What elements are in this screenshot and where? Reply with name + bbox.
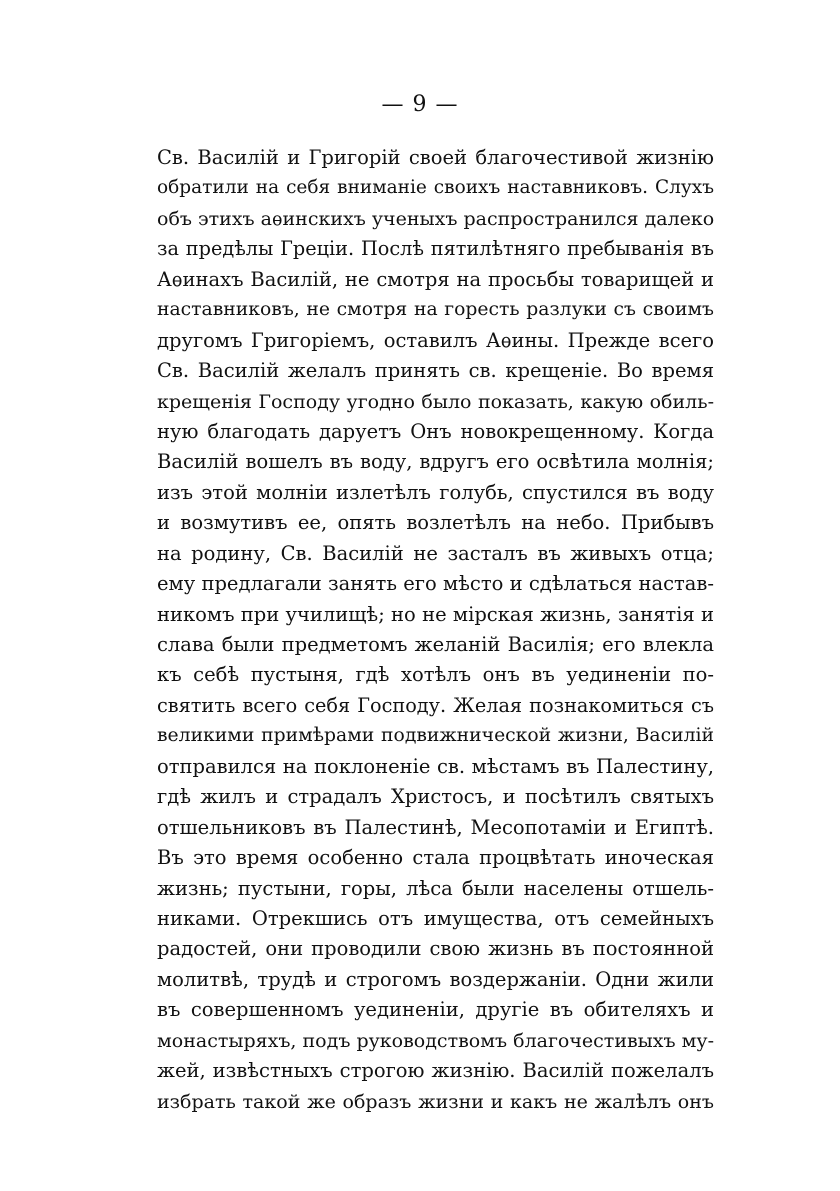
text-line: гдѣ жилъ и страдалъ Христосъ, и посѣтилъ святыхъ: [157, 785, 714, 809]
text-line: изъ этой молніи излетѣлъ голубь, спустился въ воду: [157, 480, 714, 504]
text-line: жизнь; пустыни, горы, лѣса были населены отшель-: [157, 876, 714, 900]
text-line: къ себѣ пустыня, гдѣ хотѣлъ онъ въ уединеніи по-: [157, 663, 714, 687]
page-number: — 9 —: [381, 92, 459, 117]
text-line: отправился на поклоненіе св. мѣстамъ въ Палестину,: [157, 754, 714, 778]
text-line: Св. Василій и Григорій своей благочестивой жизнію: [157, 146, 714, 169]
text-line: другомъ Григоріемъ, оставилъ Аѳины. Прежде всего: [157, 328, 714, 352]
text-line: ему предлагали занять его мѣсто и сдѣлаться настав-: [157, 572, 714, 596]
text-line: никомъ при училищѣ; но не мірская жизнь, занятія и: [157, 602, 714, 626]
text-line: Василій вошелъ въ воду, вдругъ его освѣтила молнія;: [157, 450, 714, 474]
text-line: молитвѣ, трудѣ и строгомъ воздержаніи. Одни жили: [157, 967, 714, 991]
text-line: объ этихъ аѳинскихъ ученыхъ распространился далеко: [157, 207, 714, 230]
text-line: за предѣлы Греціи. Послѣ пятилѣтняго пребыванія въ: [157, 237, 714, 261]
text-line: избрать такой же образъ жизни и какъ не жалѣлъ онъ: [157, 1090, 714, 1113]
text-line: и возмутивъ ее, опять возлетѣлъ на небо. Прибывъ: [157, 511, 714, 535]
text-line: крещенія Господу угодно было показать, какую обиль-: [157, 390, 714, 413]
text-line: жей, извѣстныхъ строгою жизнію. Василій пожелалъ: [157, 1059, 714, 1083]
text-line: на родину, Св. Василій не засталъ въ живыхъ отца;: [157, 541, 714, 565]
text-line: святить всего себя Господу. Желая познакомиться съ: [157, 693, 714, 717]
text-line: въ совершенномъ уединеніи, другіе въ обителяхъ и: [157, 998, 714, 1022]
text-line: отшельниковъ въ Палестинѣ, Месопотаміи и Египтѣ.: [157, 815, 714, 839]
text-line: обратили на себя вниманіе своихъ наставниковъ. Слухъ: [157, 177, 714, 199]
body-text: [157, 143, 714, 1117]
text-line: великими примѣрами подвижнической жизни, Василій: [157, 725, 714, 747]
text-line: ную благодать даруетъ Онъ новокрещенному. Когда: [157, 419, 714, 443]
text-line: монастыряхъ, подъ руководствомъ благочестивыхъ му-: [157, 1029, 714, 1052]
text-line: наставниковъ, не смотря на горесть разлуки съ своимъ: [157, 299, 714, 321]
text-line: радостей, они проводили свою жизнь въ постоянной: [157, 937, 714, 961]
text-line: Св. Василій желалъ принять св. крещеніе. Во время: [157, 359, 714, 383]
text-line: Аѳинахъ Василій, не смотря на просьбы товарищей и: [157, 267, 714, 291]
text-line: Въ это время особенно стала процвѣтать иноческая: [157, 846, 714, 870]
text-line: никами. Отрекшись отъ имущества, отъ семейныхъ: [157, 906, 714, 930]
text-line: слава были предметомъ желаній Василія; его влекла: [157, 633, 714, 656]
